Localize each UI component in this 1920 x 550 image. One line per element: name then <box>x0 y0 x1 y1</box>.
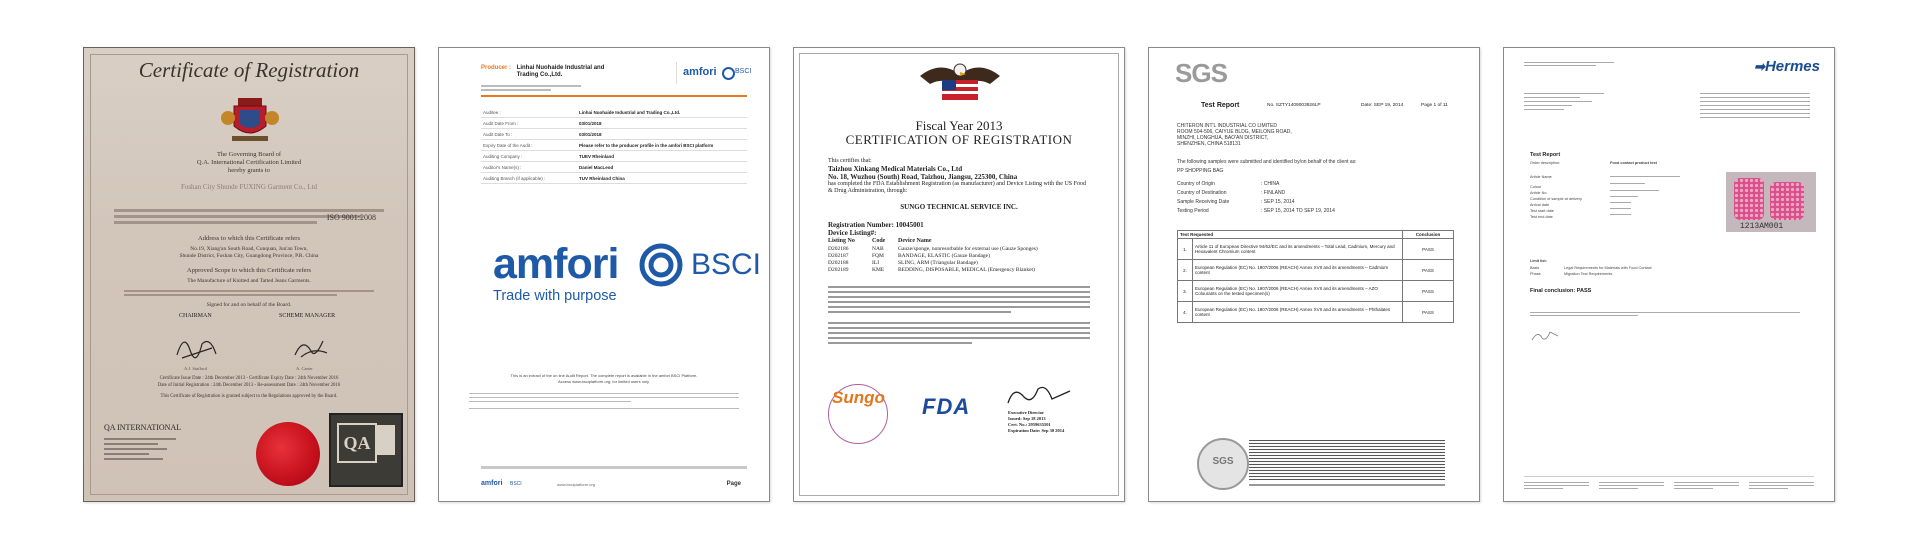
field-label: Article Name <box>1530 175 1552 179</box>
scope-detail-block <box>124 288 374 298</box>
tester-signature <box>1530 328 1560 349</box>
certificate-title: Certificate of Registration <box>138 58 360 82</box>
limit-key: Phase <box>1530 272 1541 276</box>
device-listing-no: D202188 <box>828 260 849 266</box>
issue-dates: Certificate Issue Date : 24th December 2013 - Certificate Expiry Date : 24th November 2016 <box>159 376 339 381</box>
ukas-crown-icon <box>377 425 395 455</box>
audit-row: Audit Date To : 03/01/2018 <box>481 130 747 140</box>
sgs-logo: SGS <box>1175 58 1227 88</box>
device-header-name: Device Name <box>898 238 932 244</box>
registration-completed-text: has completed the FDA Establishment Registration (as manufacturer) and Device Listing with the US Food & Drug Administration, through: <box>828 181 1086 194</box>
pink-tray-right <box>1770 182 1804 220</box>
fiscal-year: Fiscal Year 2013 <box>915 118 1003 133</box>
qa-logo-mark: QA <box>337 423 377 463</box>
fda-certification-of-registration[interactable] <box>793 47 1125 502</box>
device-name: BANDAGE, ELASTIC (Gauze Bandage) <box>898 253 990 259</box>
registrant-company: Taizhou Xinkang Medical Materials Co., Ltd <box>828 165 963 173</box>
address-line-1: No.19, Xiang'an South Road, Cunquan, Jun'an Town, <box>190 246 308 252</box>
results-note-block <box>1530 310 1800 318</box>
red-wax-seal <box>256 422 320 486</box>
field-values-block <box>1610 174 1680 220</box>
device-header-code: Code <box>872 238 886 244</box>
sgs-seal-text: SGS <box>1212 456 1234 467</box>
limit-value: Migration Test Requirements <box>1564 272 1613 276</box>
producer-label: Producer : <box>481 65 512 71</box>
pink-tray-left <box>1734 178 1764 220</box>
hermes-logo <box>1754 58 1820 75</box>
signatory-right-name: A. Carter <box>296 366 313 371</box>
initial-registration-dates: Date of Initial Registration : 24th December 2013 - Re-assessment Date : 24th November 2016 <box>157 383 341 388</box>
table-row: 3. European Regulation (EC) No. 1907/2006 (REACH) Annex XVII and its amendments – AZO Colourants on the tested specimen(s) PASS <box>1178 281 1454 302</box>
footer-bsci: BSCI <box>510 481 522 487</box>
col-conclusion: Conclusion <box>1403 231 1454 239</box>
chairman-signature <box>172 330 222 369</box>
amfori-header-brand: amfori <box>683 66 717 78</box>
lab-header-text <box>1524 60 1614 68</box>
submitted-note: The following samples were submitted and identified by/on behalf of the client as: <box>1177 159 1357 165</box>
field-label: Sample Receiving Date <box>1177 199 1230 205</box>
field-label: Country of Destination <box>1177 190 1227 196</box>
order-value: Food contact product test <box>1610 161 1657 165</box>
audit-row: Auditing Company : TUEV Rheinland <box>481 152 747 162</box>
footer-amfori: amfori <box>481 480 503 487</box>
hermes-brand: Hermes <box>1764 58 1820 75</box>
hermes-arrow-icon: ➡ <box>1754 59 1765 74</box>
field-value: : CHINA <box>1261 181 1280 187</box>
amfori-brand-large: amfori <box>493 240 619 288</box>
iso-standard: ISO 9001:2008 <box>326 213 376 222</box>
field-label: Condition of sample at delivery <box>1530 197 1582 201</box>
sgs-round-seal <box>1197 438 1249 490</box>
device-name: BEDDING, DISPOSABLE, MEDICAL (Emergency Blanket) <box>898 267 1035 273</box>
audit-row: Auditor's Name(s) : Daniel MacLeod <box>481 163 747 173</box>
audit-row: Auditee : Linhai Nuohaide Industrial and Trading Co.,Ltd. <box>481 108 747 118</box>
order-label: Order description: <box>1530 161 1561 165</box>
field-label: Colour <box>1530 185 1542 189</box>
scope-intro: Approved Scope to which this Certificate refers <box>186 267 312 274</box>
device-listing-no: D202189 <box>828 267 849 273</box>
table-row: 1. Article 11 of European Directive 94/62/EC and its amendments – Total Lead, Cadmium, Mercury and Hexavalent Chromium content PASS <box>1178 239 1454 260</box>
eagle-flag-emblem <box>914 58 1006 112</box>
audit-row: Audit Date From : 03/01/2018 <box>481 119 747 129</box>
signed-line: Signed for and on behalf of the Board. <box>206 302 292 308</box>
amfori-ring-large-icon <box>639 243 683 287</box>
field-label: Test end date <box>1530 215 1553 219</box>
device-code: ILI <box>872 260 880 266</box>
field-label: Article No. <box>1530 191 1548 195</box>
report-date: Date: SEP 19, 2014 <box>1361 103 1404 108</box>
footer-rule <box>1524 476 1814 477</box>
chairman-label: CHAIRMAN <box>179 313 212 319</box>
report-title: Test Report <box>1201 102 1240 109</box>
producer-header <box>481 65 627 79</box>
sample-product-photo <box>1726 172 1816 232</box>
field-value: : SEP 15, 2014 TO SEP 19, 2014 <box>1261 208 1335 214</box>
device-code: FQM <box>872 253 884 259</box>
certificate-qa-iso9001[interactable] <box>83 47 415 502</box>
board-line-2: Q.A. International Certification Limited <box>196 159 302 166</box>
qa-international-brand: QA INTERNATIONAL <box>104 423 182 432</box>
amfori-bsci-audit-extract[interactable] <box>438 47 770 502</box>
audit-row: Expiry Date of the Audit : Please refer to the producer profile in the amfori BSCI platform <box>481 141 747 151</box>
device-listing-label: Device Listing#: <box>828 229 877 237</box>
footer-rule <box>1249 484 1445 486</box>
report-number: No. SZTY1409003926LP <box>1267 103 1321 108</box>
col-test-requested: Test Requested <box>1178 231 1403 239</box>
device-listing-no: D202187 <box>828 253 849 259</box>
signatory-left-name: A.J. Stafford <box>184 366 208 371</box>
test-report-heading: Test Report <box>1530 152 1561 158</box>
recipient-block <box>1524 90 1604 113</box>
device-header-listing: Listing No <box>828 238 855 244</box>
executive-director: Executive Director <box>1008 410 1045 415</box>
device-code: NAB <box>872 246 884 252</box>
amfori-tagline: Trade with purpose <box>493 288 617 304</box>
regulations-note: This Certificate of Registration is granted subject to the Regulations approved by the Board. <box>160 394 338 399</box>
client-address-4: SHENZHEN, CHINA 518131 <box>1177 141 1241 147</box>
address-line-2: Shunde District, Foshan City, Guangdong Province, P.R. China <box>179 253 319 259</box>
report-page: Page 1 of 11 <box>1421 103 1448 108</box>
extract-note: This is an extract of the on line Audit Report. The complete report is available in the amfori BSCI Platform. <box>510 373 698 378</box>
board-line-3: hereby grants to <box>228 167 270 174</box>
agent-name: SUNGO TECHNICAL SERVICE INC. <box>900 203 1018 211</box>
field-label: Test start date <box>1530 209 1554 213</box>
client-address-2: ROOM 504-506, CAIYUE BLDG, MEILONG ROAD, <box>1177 129 1292 135</box>
device-listing-no: D202186 <box>828 246 849 252</box>
footer-divider <box>481 466 747 469</box>
coat-of-arms-emblem <box>220 92 280 144</box>
address-intro: Address to which this Certificate refers <box>198 235 300 242</box>
extract-access: Access www.bsciplatform.org, for limited users only. <box>558 379 650 384</box>
qa-address-block <box>104 435 194 463</box>
sgs-test-report[interactable] <box>1148 47 1480 502</box>
audit-row: Auditing Branch (if applicable) : TUV Rheinland China <box>481 174 747 184</box>
scheme-manager-signature <box>289 333 333 368</box>
qa-accreditation-logo <box>329 413 403 487</box>
fda-logo: FDA <box>922 394 971 419</box>
limit-key: Basis <box>1530 266 1540 270</box>
hermes-test-report[interactable] <box>1503 47 1835 502</box>
device-name: Gauze/sponge, nonresorbable for external use (Gauze Sponges) <box>898 246 1038 252</box>
tests-table <box>1177 230 1454 323</box>
table-row: 2. European Regulation (EC) No. 1907/2006 (REACH) Annex XVII and its amendments – Cadmium content PASS <box>1178 260 1454 281</box>
expiration-date: Expiration Date: Sep 30 2014 <box>1008 428 1065 433</box>
sungo-logo: Sungo <box>832 388 885 407</box>
bsci-brand-large: BSCI <box>691 248 762 281</box>
client-address-3: MINZHI, LONGHUA, BAO'AN DISTRICT, <box>1177 135 1269 141</box>
field-label: Testing Period <box>1177 208 1209 214</box>
certified-company: Foshan City Shunde FUXING Garment Co., Ltd <box>180 183 318 191</box>
final-conclusion: Final conclusion: PASS <box>1530 288 1592 294</box>
producer-name: Linhai Nuohaide Industrial and Trading Co.,Ltd. <box>516 65 605 78</box>
limit-value: Legal Requirements for Materials with Food Contact <box>1564 266 1652 270</box>
producer-address-block <box>481 83 581 93</box>
issued-date: Issued: Sep 18 2013 <box>1008 416 1046 421</box>
footer-address-block <box>1524 480 1814 491</box>
client-address-1: CHITERON INT'L INDUSTRIAL CO LIMITED <box>1177 123 1278 129</box>
registrant-address: No. 18, Wuzhou (South) Road, Taizhou, Jiangsu, 225300, China <box>828 173 1018 181</box>
amfori-header-bsci: BSCI <box>735 68 752 75</box>
amfori-header-logo <box>676 62 752 84</box>
report-meta-block <box>1700 90 1810 121</box>
header-divider <box>481 95 747 97</box>
field-label: Arrival date <box>1530 203 1550 207</box>
sample-code: 1213AM001 <box>1740 222 1784 231</box>
footer-url: www.bsciplatform.org <box>557 482 596 487</box>
fine-print-block <box>1249 440 1445 480</box>
board-line-1: The Governing Board of <box>216 151 282 158</box>
cert-number: Cert. No.: 2959635501 <box>1008 422 1051 427</box>
scope-line-1: The Manufacture of Knitted and Tatted Jeans Garments. <box>187 278 311 284</box>
device-code: KME <box>872 267 885 273</box>
amfori-ring-icon <box>722 67 735 80</box>
table-row: 4. European Regulation (EC) No. 1907/2006 (REACH) Annex XVII and its amendments – Phthalates content PASS <box>1178 302 1454 323</box>
limit-list-label: Limit list: <box>1530 259 1547 263</box>
italic-legal-text <box>828 283 1090 347</box>
disclaimer-block <box>469 390 739 415</box>
registration-number: Registration Number: 10045001 <box>828 221 924 229</box>
field-value: : FINLAND <box>1261 190 1286 196</box>
sample-name: PP SHOPPING BAG <box>1177 168 1224 174</box>
footer-page: Page <box>726 481 741 487</box>
scheme-manager-label: SCHEME MANAGER <box>279 313 336 319</box>
field-value: : SEP 15, 2014 <box>1261 199 1295 205</box>
certification-title: CERTIFICATION OF REGISTRATION <box>845 132 1073 147</box>
field-label: Country of Origin <box>1177 181 1215 187</box>
device-name: SLING, ARM (Triangular Bandage) <box>898 260 978 266</box>
certify-intro: This certifies that: <box>828 158 872 164</box>
